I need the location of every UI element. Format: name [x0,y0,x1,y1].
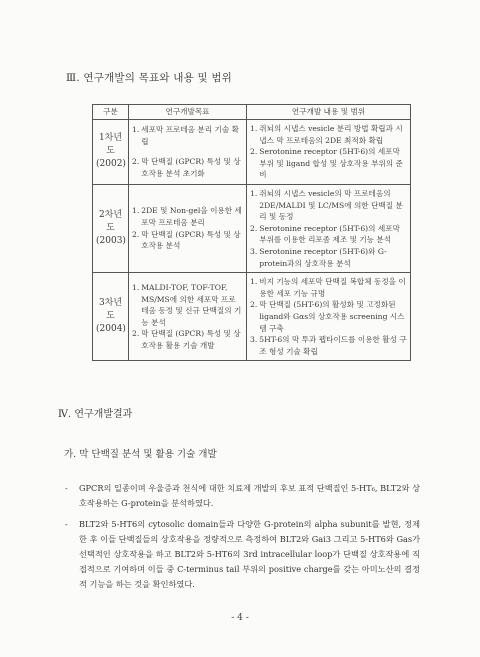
goals-cell [129,184,247,272]
header-category: 구분 [93,105,129,120]
content-item: 2. 막 단백질 (5HT-6)의 활성화 및 고정화된 ligand와 Gαs의 상호작용 screening 시스템 구축 [250,300,405,333]
year-cell [93,184,129,272]
year-label: 2차년도 [98,210,123,234]
goal-item: 2. 막 단백질 (GPCR) 특성 및 상호작용 활용 기술 개발 [132,329,241,350]
table-row [93,273,411,361]
section-heading-results: Ⅳ. 연구개발결과 [58,409,133,420]
table-row [93,120,411,185]
contents-cell [247,120,411,185]
content-item: 1. 쥐뇌의 시냅스 vesicle 분리 방법 확립과 시냅스 막 프로테옴의 2DE 최적화 확립 [250,124,403,145]
year-number: (2004) [96,324,126,335]
header-goals: 연구개발목표 [129,105,247,120]
goal-item: 2. 막 단백질 (GPCR) 특성 및 상호작용 분석 [132,229,241,251]
year-label: 3차년도 [98,298,123,322]
content-item: 2. Serotonine receptor (5HT-6)의 세포막 부위 및 ligand 합성 및 상호작용 부위의 준비 [250,147,403,180]
year-label: 1차년도 [98,133,123,157]
content-item: 3. Serotonine receptor (5HT-6)와 G-protein과의 상호작용 분석 [250,246,387,268]
content-item: 2. Serotonine receptor (5HT-6)의 세포막 부위를 이용한 리포좀 제조 및 기능 분석 [250,223,400,245]
result-paragraph [65,481,420,511]
goal-item: 2. 막 단백질 (GPCR) 특성 및 상호작용 분석 초기화 [132,157,241,179]
paragraph-text: GPCR의 일종이며 우울증과 천식에 대한 치료제 개발의 후보 표적 단백질인 5-HT₆, BLT2와 상호작용하는 G-protein을 분석하였다. [79,483,420,508]
year-number: (2002) [96,159,126,170]
year-cell [93,273,129,361]
subsection-heading: 가. 막 단백질 분석 및 활용 기술 개발 [64,449,217,460]
goal-item: 1. MALDI-TOF, TOF-TOF, MS/MS에 의한 세포막 프로테옴 동정 및 신규 단백질의 기능 분석 [132,282,242,327]
goal-item: 1. 세포막 프로테옴 분리 기술 확립 [132,125,239,146]
contents-cell [247,184,411,272]
result-paragraph [65,517,420,592]
goals-cell [129,120,247,185]
table-row [93,184,411,272]
paragraph-text: BLT2와 5-HT6의 cytosolic domain들과 다양한 G-protein의 alpha subunit를 발현, 정제한 후 이들 단백질들의 상호작용을 정량적으로 측정하여 BLT2와 Gai3 그리고 5-HT6와 Gas가 선택적인 상호작용을 하고 BLT2와 5-HT6의 3rd intracellular loop가 단백질 상호작용에 직접적으로 기여하며 이들 중 C-terminus tail 부위의 positive charge를 갖는 아미노산의 결정적 기능을 하는 것을 확인하였다. [79,519,420,589]
content-item: 1. 비지 기능의 세포막 단백질 복합체 동정을 이용한 세포 기능 규명 [250,277,406,298]
dash-marker: - [65,483,68,493]
section-heading-goals: Ⅲ. 연구개발의 목표와 내용 및 범위 [66,72,233,84]
research-plan-table [92,104,411,361]
page-number: - 4 - [231,613,249,623]
contents-cell [247,273,411,361]
header-contents: 연구개발 내용 및 범위 [247,105,411,120]
table-header-row [93,105,411,120]
year-number: (2003) [96,236,126,247]
content-item: 1. 쥐뇌의 시냅스 vesicle의 막 프로테옴의 2DE/MALDI 및 LC/MS에 의한 단백질 분리 및 동정 [250,188,403,222]
goal-item: 1. 2DE 및 Non-gel을 이용한 세포막 프로테옴 분리 [132,206,242,227]
goals-cell [129,273,247,361]
dash-marker: - [65,519,68,529]
year-cell [93,120,129,185]
content-item: 3. 5HT-6의 막 투과 펩타이드를 이용한 활성 구조 형성 기술 확립 [250,335,407,356]
